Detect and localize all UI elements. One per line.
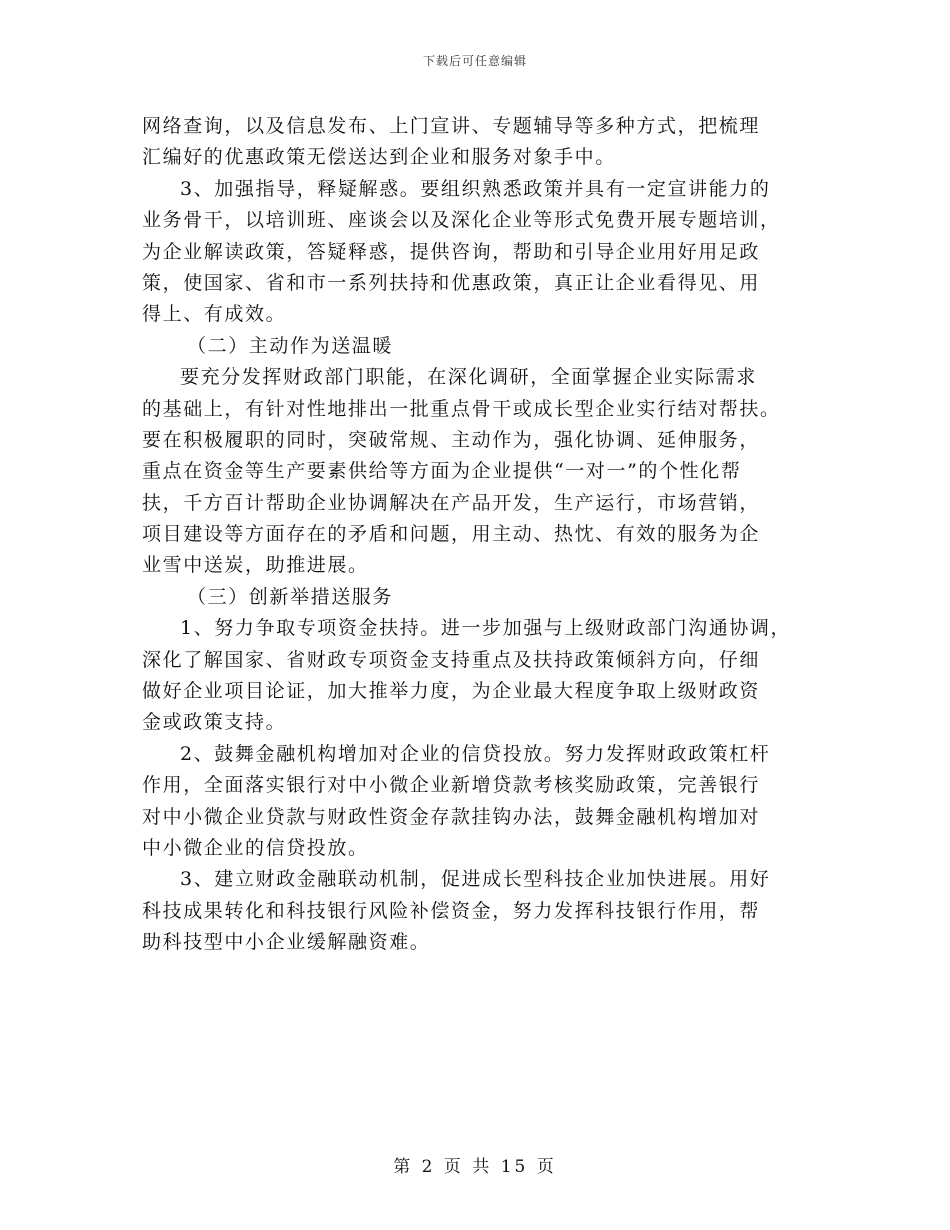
text-line: 重点在资金等生产要素供给等方面为企业提供“一对一”的个性化帮 [142,460,742,483]
text-line: 的基础上，有针对性地排出一批重点骨干或成长型企业实行结对帮扶。 [142,397,781,420]
paragraph-start: 3、建立财政金融联动机制，促进成长型科技企业加快进展。用好 [180,868,771,891]
text-line: 中小微企业的信贷投放。 [142,836,369,859]
text-line: 助科技型中小企业缓解融资难。 [142,931,431,954]
text-line: 网络查询，以及信息发布、上门宣讲、专题辅导等多种方式，把梳理 [142,115,761,137]
paragraph-start: 2、鼓舞金融机构增加对企业的信贷投放。努力发挥财政政策杠杆 [180,742,771,765]
text-line: 科技成果转化和科技银行风险补偿资金，努力发挥科技银行作用，帮 [142,899,761,922]
paragraph-start: 1、努力争取专项资金扶持。进一步加强与上级财政部门沟通协调， [180,617,792,640]
section-heading: （三）创新举措送服务 [187,585,394,608]
text-line: 做好企业项目论证，加大推举力度，为企业最大程度争取上级财政资 [142,680,761,703]
text-line: 业雪中送炭，助推进展。 [142,554,369,577]
section-heading: （二）主动作为送温暖 [187,334,394,357]
text-line: 对中小微企业贷款与财政性资金存款挂钩办法，鼓舞金融机构增加对 [142,805,761,828]
text-line: 项目建设等方面存在的矛盾和问题，用主动、热忱、有效的服务为企 [142,523,761,546]
text-line: 汇编好的优惠政策无偿送达到企业和服务对象手中。 [142,146,616,169]
text-line: 金或政策支持。 [142,711,287,734]
paragraph-start: 要充分发挥财政部门职能，在深化调研，全面掌握企业实际需求 [180,366,757,389]
text-line: 作用，全面落实银行对中小微企业新增贷款考核奖励政策，完善银行 [142,774,761,797]
paragraph-start: 3、加强指导，释疑解惑。要组织熟悉政策并具有一定宣讲能力的 [180,177,771,200]
page-footer: 第 2 页 共 15 页 [393,1157,557,1177]
text-line: 深化了解国家、省财政专项资金支持重点及扶持政策倾斜方向，仔细 [142,648,761,671]
document-body [142,111,814,959]
text-line: 要在积极履职的同时，突破常规、主动作为，强化协调、延伸服务， [142,428,761,451]
text-line: 策，使国家、省和市一系列扶持和优惠政策，真正让企业看得见、用 [142,271,761,294]
text-line: 业务骨干，以培训班、座谈会以及深化企业等形式免费开展专题培训， [142,209,781,232]
text-line: 得上、有成效。 [142,303,287,326]
text-line: 为企业解读政策，答疑释惑，提供咨询，帮助和引导企业用好用足政 [142,240,761,263]
text-line: 扶，千方百计帮助企业协调解决在产品开发，生产运行，市场营销， [142,491,761,514]
page-header: 下载后可任意编辑 [422,54,527,68]
